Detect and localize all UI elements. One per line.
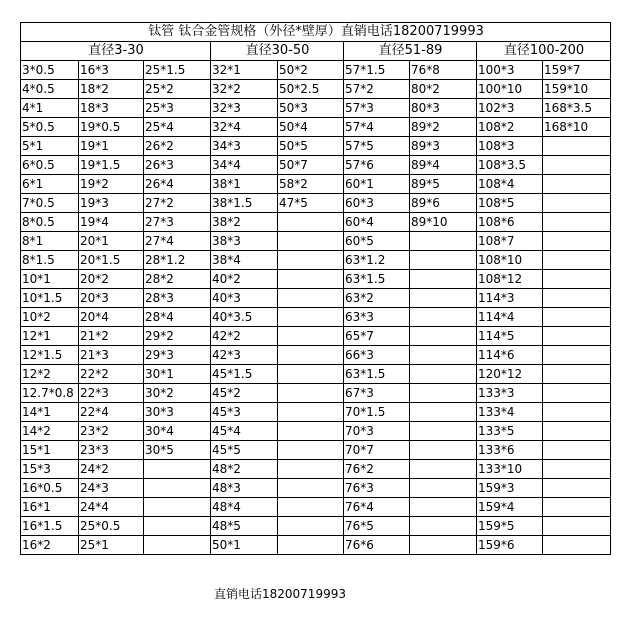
table-cell: 60*1: [344, 175, 410, 194]
table-cell: 24*4: [79, 498, 144, 517]
table-cell: 40*3: [211, 289, 278, 308]
table-cell: [543, 232, 611, 251]
table-cell: [410, 517, 477, 536]
table-cell: 76*5: [344, 517, 410, 536]
table-cell: 25*1.5: [144, 61, 211, 80]
table-cell: 120*12: [477, 365, 543, 384]
table-cell: 89*2: [410, 118, 477, 137]
table-cell: [278, 498, 344, 517]
table-cell: 63*1.2: [344, 251, 410, 270]
table-cell: 76*4: [344, 498, 410, 517]
table-cell: 159*4: [477, 498, 543, 517]
table-cell: 159*6: [477, 536, 543, 555]
table-cell: 40*3.5: [211, 308, 278, 327]
table-cell: 8*1.5: [21, 251, 79, 270]
group-header-30-50: 直径30-50: [211, 42, 344, 61]
table-cell: [543, 365, 611, 384]
table-row: [21, 460, 611, 479]
table-cell: 28*2: [144, 270, 211, 289]
table-cell: 18*3: [79, 99, 144, 118]
table-cell: 63*3: [344, 308, 410, 327]
table-cell: 50*4: [278, 118, 344, 137]
table-cell: 108*10: [477, 251, 543, 270]
table-row: [21, 346, 611, 365]
table-cell: 15*1: [21, 441, 79, 460]
group-header-100-200: 直径100-200: [477, 42, 611, 61]
table-row: [21, 403, 611, 422]
table-cell: [410, 403, 477, 422]
table-cell: 14*2: [21, 422, 79, 441]
table-cell: 76*6: [344, 536, 410, 555]
table-cell: 67*3: [344, 384, 410, 403]
table-cell: [410, 308, 477, 327]
table-cell: 76*2: [344, 460, 410, 479]
table-cell: [278, 270, 344, 289]
table-row: [21, 422, 611, 441]
table-cell: 40*2: [211, 270, 278, 289]
table-cell: 80*2: [410, 80, 477, 99]
table-cell: 168*3.5: [543, 99, 611, 118]
table-cell: 57*5: [344, 137, 410, 156]
table-cell: 32*3: [211, 99, 278, 118]
table-cell: [410, 422, 477, 441]
table-cell: 108*3: [477, 137, 543, 156]
table-cell: 12*1.5: [21, 346, 79, 365]
table-cell: 47*5: [278, 194, 344, 213]
table-cell: [543, 270, 611, 289]
table-row: [21, 156, 611, 175]
table-cell: 159*7: [543, 61, 611, 80]
table-cell: 70*7: [344, 441, 410, 460]
table-cell: 26*4: [144, 175, 211, 194]
table-cell: 25*0.5: [79, 517, 144, 536]
table-cell: 12*2: [21, 365, 79, 384]
table-cell: 57*4: [344, 118, 410, 137]
table-cell: 38*2: [211, 213, 278, 232]
table-cell: 23*3: [79, 441, 144, 460]
table-cell: 8*0.5: [21, 213, 79, 232]
table-cell: [543, 175, 611, 194]
table-cell: [278, 213, 344, 232]
table-cell: [543, 422, 611, 441]
table-cell: [543, 156, 611, 175]
table-cell: [278, 346, 344, 365]
spec-table-body: [21, 23, 611, 555]
table-cell: [410, 479, 477, 498]
table-cell: 27*2: [144, 194, 211, 213]
table-cell: 25*2: [144, 80, 211, 99]
table-cell: 102*3: [477, 99, 543, 118]
table-cell: 27*3: [144, 213, 211, 232]
table-cell: 108*3.5: [477, 156, 543, 175]
table-cell: 38*4: [211, 251, 278, 270]
table-cell: 10*1: [21, 270, 79, 289]
table-cell: [278, 422, 344, 441]
table-cell: 58*2: [278, 175, 344, 194]
table-cell: [543, 308, 611, 327]
table-cell: [144, 517, 211, 536]
table-cell: [543, 213, 611, 232]
table-cell: [410, 498, 477, 517]
table-cell: [278, 517, 344, 536]
table-cell: 22*3: [79, 384, 144, 403]
table-cell: 5*0.5: [21, 118, 79, 137]
table-cell: 29*2: [144, 327, 211, 346]
table-cell: [144, 536, 211, 555]
table-row: [21, 175, 611, 194]
table-cell: [543, 403, 611, 422]
table-cell: 108*2: [477, 118, 543, 137]
table-cell: 76*3: [344, 479, 410, 498]
table-cell: 26*3: [144, 156, 211, 175]
table-cell: 89*3: [410, 137, 477, 156]
table-cell: 50*5: [278, 137, 344, 156]
table-cell: 27*4: [144, 232, 211, 251]
table-cell: 100*3: [477, 61, 543, 80]
table-cell: 25*3: [144, 99, 211, 118]
table-cell: 19*0.5: [79, 118, 144, 137]
table-cell: [543, 251, 611, 270]
table-title: 钛管 钛合金管规格（外径*壁厚）直销电话18200719993: [21, 23, 611, 42]
table-cell: 168*10: [543, 118, 611, 137]
table-cell: [543, 441, 611, 460]
table-cell: 50*2: [278, 61, 344, 80]
table-cell: 12.7*0.8: [21, 384, 79, 403]
table-cell: 32*1: [211, 61, 278, 80]
table-cell: 23*2: [79, 422, 144, 441]
table-cell: [410, 384, 477, 403]
table-cell: [278, 251, 344, 270]
table-cell: 38*3: [211, 232, 278, 251]
table-cell: 32*4: [211, 118, 278, 137]
table-cell: [543, 498, 611, 517]
table-cell: 48*4: [211, 498, 278, 517]
table-cell: [410, 251, 477, 270]
table-cell: 4*0.5: [21, 80, 79, 99]
table-cell: 63*1.5: [344, 365, 410, 384]
table-cell: 30*5: [144, 441, 211, 460]
table-cell: [543, 289, 611, 308]
table-cell: 28*1.2: [144, 251, 211, 270]
table-cell: 7*0.5: [21, 194, 79, 213]
table-cell: 89*10: [410, 213, 477, 232]
table-row: [21, 99, 611, 118]
table-cell: [410, 327, 477, 346]
table-row: [21, 270, 611, 289]
table-cell: [543, 479, 611, 498]
table-row: [21, 308, 611, 327]
table-cell: 50*7: [278, 156, 344, 175]
table-cell: 50*1: [211, 536, 278, 555]
table-cell: 48*3: [211, 479, 278, 498]
table-cell: [278, 460, 344, 479]
table-cell: 57*1.5: [344, 61, 410, 80]
table-cell: 38*1.5: [211, 194, 278, 213]
table-cell: 3*0.5: [21, 61, 79, 80]
table-cell: 19*1.5: [79, 156, 144, 175]
table-cell: 29*3: [144, 346, 211, 365]
table-cell: 76*8: [410, 61, 477, 80]
table-cell: 114*5: [477, 327, 543, 346]
table-cell: [543, 536, 611, 555]
table-cell: 20*4: [79, 308, 144, 327]
table-cell: 108*4: [477, 175, 543, 194]
group-header-3-30: 直径3-30: [21, 42, 211, 61]
table-cell: 19*1: [79, 137, 144, 156]
table-cell: 60*4: [344, 213, 410, 232]
table-cell: 12*1: [21, 327, 79, 346]
footer-phone: 直销电话18200719993: [214, 587, 346, 601]
table-cell: 19*2: [79, 175, 144, 194]
table-cell: 32*2: [211, 80, 278, 99]
table-cell: 21*3: [79, 346, 144, 365]
table-row: [21, 137, 611, 156]
group-header-51-89: 直径51-89: [344, 42, 477, 61]
table-cell: [543, 137, 611, 156]
table-cell: 48*2: [211, 460, 278, 479]
table-cell: [543, 194, 611, 213]
table-row: [21, 289, 611, 308]
table-cell: 114*3: [477, 289, 543, 308]
table-cell: 70*1.5: [344, 403, 410, 422]
table-cell: 6*0.5: [21, 156, 79, 175]
table-cell: 63*2: [344, 289, 410, 308]
table-cell: 108*12: [477, 270, 543, 289]
table-row: [21, 536, 611, 555]
table-cell: [410, 441, 477, 460]
table-cell: 24*2: [79, 460, 144, 479]
table-cell: 45*1.5: [211, 365, 278, 384]
table-cell: 114*4: [477, 308, 543, 327]
table-cell: 66*3: [344, 346, 410, 365]
table-cell: 45*4: [211, 422, 278, 441]
table-cell: 25*1: [79, 536, 144, 555]
table-row: [21, 118, 611, 137]
table-cell: [278, 403, 344, 422]
table-cell: [410, 365, 477, 384]
table-cell: 60*5: [344, 232, 410, 251]
table-cell: 114*6: [477, 346, 543, 365]
table-cell: 57*2: [344, 80, 410, 99]
table-cell: 42*3: [211, 346, 278, 365]
table-cell: 16*1.5: [21, 517, 79, 536]
table-cell: 159*10: [543, 80, 611, 99]
table-row: [21, 441, 611, 460]
table-cell: 133*4: [477, 403, 543, 422]
table-row: [21, 251, 611, 270]
table-row: [21, 61, 611, 80]
table-cell: 22*2: [79, 365, 144, 384]
table-cell: 19*3: [79, 194, 144, 213]
table-cell: 45*3: [211, 403, 278, 422]
table-row: [21, 80, 611, 99]
table-cell: [278, 536, 344, 555]
table-cell: 89*4: [410, 156, 477, 175]
table-cell: 34*3: [211, 137, 278, 156]
table-cell: [278, 327, 344, 346]
table-cell: [278, 289, 344, 308]
table-cell: [144, 479, 211, 498]
table-cell: [278, 365, 344, 384]
table-cell: 133*3: [477, 384, 543, 403]
table-cell: [278, 441, 344, 460]
table-cell: [543, 460, 611, 479]
spec-sheet: [20, 22, 611, 555]
table-cell: 38*1: [211, 175, 278, 194]
table-cell: [278, 232, 344, 251]
title-row: [21, 23, 611, 42]
table-cell: 100*10: [477, 80, 543, 99]
table-cell: 159*3: [477, 479, 543, 498]
table-cell: [543, 384, 611, 403]
table-cell: [410, 536, 477, 555]
table-cell: 133*10: [477, 460, 543, 479]
table-cell: [543, 346, 611, 365]
table-cell: 133*5: [477, 422, 543, 441]
table-cell: 159*5: [477, 517, 543, 536]
table-cell: 20*3: [79, 289, 144, 308]
table-cell: 57*6: [344, 156, 410, 175]
table-cell: 30*1: [144, 365, 211, 384]
table-cell: 16*1: [21, 498, 79, 517]
table-cell: [543, 517, 611, 536]
table-cell: 80*3: [410, 99, 477, 118]
table-cell: 6*1: [21, 175, 79, 194]
table-cell: [410, 460, 477, 479]
table-row: [21, 384, 611, 403]
table-cell: 65*7: [344, 327, 410, 346]
table-cell: [410, 270, 477, 289]
table-cell: 45*5: [211, 441, 278, 460]
table-cell: 108*5: [477, 194, 543, 213]
table-cell: 89*5: [410, 175, 477, 194]
table-cell: 108*6: [477, 213, 543, 232]
table-cell: 50*3: [278, 99, 344, 118]
table-cell: 24*3: [79, 479, 144, 498]
table-cell: 89*6: [410, 194, 477, 213]
table-cell: 42*2: [211, 327, 278, 346]
group-header-row: [21, 42, 611, 61]
table-cell: 22*4: [79, 403, 144, 422]
table-cell: 30*4: [144, 422, 211, 441]
table-cell: 30*3: [144, 403, 211, 422]
table-cell: 16*2: [21, 536, 79, 555]
table-cell: 14*1: [21, 403, 79, 422]
table-cell: 28*4: [144, 308, 211, 327]
table-cell: 133*6: [477, 441, 543, 460]
table-cell: 8*1: [21, 232, 79, 251]
table-cell: 25*4: [144, 118, 211, 137]
table-cell: 4*1: [21, 99, 79, 118]
table-cell: 48*5: [211, 517, 278, 536]
table-cell: 20*2: [79, 270, 144, 289]
table-row: [21, 479, 611, 498]
table-cell: 45*2: [211, 384, 278, 403]
table-cell: 20*1.5: [79, 251, 144, 270]
table-cell: 26*2: [144, 137, 211, 156]
table-cell: 10*1.5: [21, 289, 79, 308]
table-cell: 108*7: [477, 232, 543, 251]
table-cell: [410, 289, 477, 308]
table-cell: 30*2: [144, 384, 211, 403]
table-row: [21, 213, 611, 232]
table-cell: 16*3: [79, 61, 144, 80]
spec-table: [20, 22, 611, 555]
table-cell: 70*3: [344, 422, 410, 441]
table-cell: 15*3: [21, 460, 79, 479]
table-cell: 21*2: [79, 327, 144, 346]
table-cell: 28*3: [144, 289, 211, 308]
table-row: [21, 232, 611, 251]
table-cell: 5*1: [21, 137, 79, 156]
table-cell: [144, 498, 211, 517]
table-row: [21, 517, 611, 536]
table-cell: [278, 479, 344, 498]
table-cell: 63*1.5: [344, 270, 410, 289]
table-cell: 60*3: [344, 194, 410, 213]
table-cell: [410, 346, 477, 365]
table-row: [21, 498, 611, 517]
table-cell: 20*1: [79, 232, 144, 251]
table-cell: 19*4: [79, 213, 144, 232]
table-cell: [144, 460, 211, 479]
table-cell: 57*3: [344, 99, 410, 118]
table-cell: [543, 327, 611, 346]
table-row: [21, 194, 611, 213]
table-row: [21, 365, 611, 384]
table-cell: 34*4: [211, 156, 278, 175]
table-cell: 18*2: [79, 80, 144, 99]
table-cell: 10*2: [21, 308, 79, 327]
table-cell: [410, 232, 477, 251]
table-cell: [278, 384, 344, 403]
table-cell: 50*2.5: [278, 80, 344, 99]
table-cell: 16*0.5: [21, 479, 79, 498]
table-cell: [278, 308, 344, 327]
table-row: [21, 327, 611, 346]
